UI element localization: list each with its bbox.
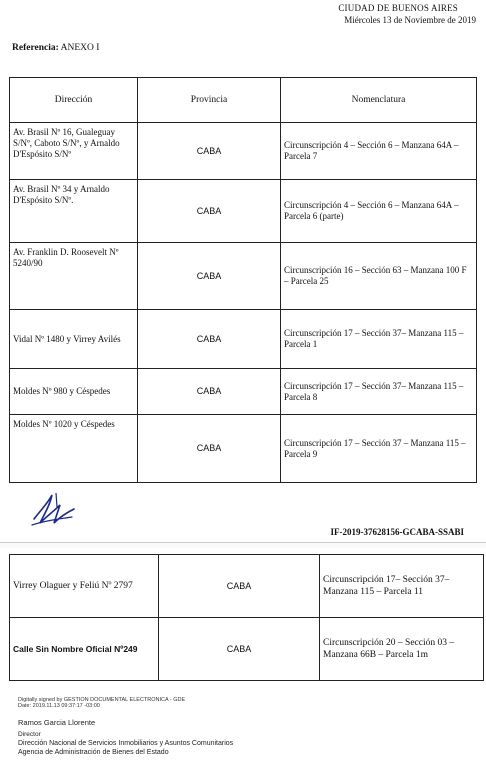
cell-direccion: Av. Brasil Nº 34 y Arnaldo D'Espósito S/Nº. <box>10 180 138 243</box>
signer-name: Ramos Garcia Llorente <box>18 718 96 727</box>
reference-label: Referencia: <box>12 43 59 53</box>
cell-direccion: Calle Sin Nombre Oficial Nº249 <box>10 618 159 681</box>
signer-agency: Agencia de Administración de Bienes del Estado <box>18 749 169 756</box>
cell-direccion: Av. Brasil Nº 16, Gualeguay S/Nº, Caboto S/Nº, y Arnaldo D'Espósito S/Nº <box>10 123 138 180</box>
reference-value: ANEXO I <box>60 43 100 53</box>
cell-direccion: Virrey Olaguer y Feliú Nº 2797 <box>10 555 159 618</box>
cell-provincia: CABA <box>159 618 320 681</box>
digital-signature-stamp <box>18 697 185 709</box>
cell-provincia: CABA <box>159 555 320 618</box>
cell-direccion: Moldes Nº 1020 y Céspedes <box>10 415 138 483</box>
cell-nomenclatura: Circunscripción 20 – Sección 03 – Manzana 66B – Parcela 1m <box>320 618 484 681</box>
cell-provincia: CABA <box>138 415 281 483</box>
table-row <box>10 310 477 369</box>
header-provincia: Provincia <box>138 78 281 123</box>
table-row <box>10 555 484 618</box>
cell-provincia: CABA <box>138 180 281 243</box>
cell-provincia: CABA <box>138 369 281 415</box>
continuation-table <box>9 554 484 681</box>
table-row <box>10 369 477 415</box>
digital-signature-date: Date: 2019.11.13 09:37:17 -03:00 <box>18 703 100 709</box>
cell-nomenclatura: Circunscripción 17 – Sección 37– Manzana 115 – Parcela 1 <box>281 310 477 369</box>
cell-nomenclatura: Circunscripción 16 – Sección 63 – Manzana 100 F – Parcela 25 <box>281 243 477 310</box>
property-table <box>9 77 477 483</box>
cell-nomenclatura: Circunscripción 17 – Sección 37 – Manzana 115 – Parcela 9 <box>281 415 477 483</box>
cell-nomenclatura: Circunscripción 17 – Sección 37– Manzana 115 – Parcela 8 <box>281 369 477 415</box>
digital-signature-line: Digitally signed by GESTION DOCUMENTAL ELECTRONICA - GDE <box>18 697 186 703</box>
cell-nomenclatura: Circunscripción 17– Sección 37– Manzana 115 – Parcela 11 <box>320 555 484 618</box>
signer-org: Dirección Nacional de Servicios Inmobiliarios y Asuntos Comunitarios <box>18 740 234 747</box>
table-row <box>10 123 477 180</box>
header-direccion: Dirección <box>10 78 138 123</box>
table-row <box>10 415 477 483</box>
cell-direccion: Vidal Nº 1480 y Virrey Avilés <box>10 310 138 369</box>
reference-line <box>12 43 99 53</box>
document-id: IF-2019-37628156-GCABA-SSABI <box>330 527 464 537</box>
cell-provincia: CABA <box>138 123 281 180</box>
handwritten-signature-icon <box>30 489 78 529</box>
table-header-row <box>10 78 477 123</box>
header-nomenclatura: Nomenclatura <box>281 78 477 123</box>
table-row <box>10 618 484 681</box>
cell-direccion: Moldes Nº 980 y Céspedes <box>10 369 138 415</box>
table-row <box>10 243 477 310</box>
cell-provincia: CABA <box>138 243 281 310</box>
cell-provincia: CABA <box>138 310 281 369</box>
header-city: CIUDAD DE BUENOS AIRES <box>338 3 458 13</box>
signer-block <box>18 718 233 757</box>
header-date: Miércoles 13 de Noviembre de 2019 <box>344 15 476 25</box>
cell-nomenclatura: Circunscripción 4 – Sección 6 – Manzana 64A – Parcela 7 <box>281 123 477 180</box>
signer-title: Director <box>18 731 41 738</box>
table-row <box>10 180 477 243</box>
cell-nomenclatura: Circunscripción 4 – Sección 6 – Manzana 64A – Parcela 6 (parte) <box>281 180 477 243</box>
page-break <box>0 542 486 548</box>
cell-direccion: Av. Franklin D. Roosevelt Nº 5240/90 <box>10 243 138 310</box>
